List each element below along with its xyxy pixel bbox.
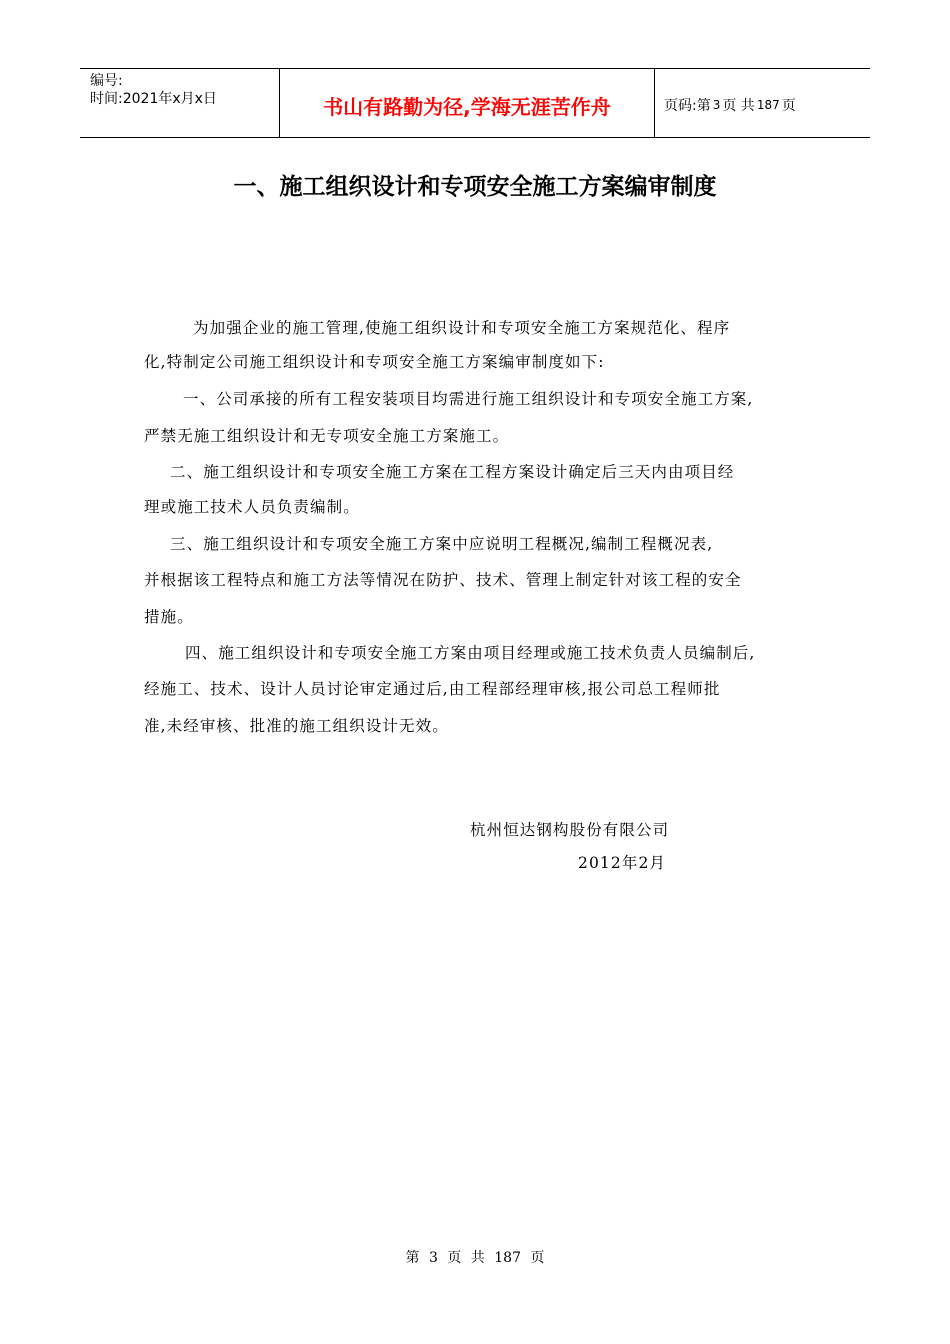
body-line: 准,未经审核、批准的施工组织设计无效。: [144, 717, 449, 735]
document-title: 一、施工组织设计和专项安全施工方案编审制度: [233, 174, 717, 200]
body-line: 为加强企业的施工管理,使施工组织设计和专项安全施工方案规范化、程序: [193, 319, 731, 337]
body-line: 严禁无施工组织设计和无专项安全施工方案施工。: [144, 427, 510, 445]
page-header: [80, 68, 870, 138]
signature-date: 2012年2月: [578, 854, 667, 872]
body-line: 经施工、技术、设计人员讨论审定通过后,由工程部经理审核,报公司总工程师批: [144, 680, 721, 698]
body-line: 措施。: [144, 608, 194, 626]
body-line: 化,特制定公司施工组织设计和专项安全施工方案编审制度如下:: [144, 353, 605, 371]
page-current: 3: [712, 98, 721, 112]
page-mid: 页 共: [722, 98, 755, 114]
body-line: 并根据该工程特点和施工方法等情况在防护、技术、管理上制定针对该工程的安全: [144, 571, 742, 589]
document-time-label: 时间:2021年x月x日: [90, 91, 217, 107]
document-number-label: 编号:: [90, 73, 123, 89]
header-page-info: [655, 69, 870, 137]
body-line: 四、施工组织设计和专项安全施工方案由项目经理或施工技术负责人员编制后,: [185, 644, 756, 662]
body-line: 二、施工组织设计和专项安全施工方案在工程方案设计确定后三天内由项目经: [170, 463, 735, 481]
page-suffix: 页: [781, 98, 796, 114]
body-line: 一、公司承接的所有工程安装项目均需进行施工组织设计和专项安全施工方案,: [183, 390, 754, 408]
body-line: 理或施工技术人员负责编制。: [144, 498, 360, 516]
header-meta-cell: [80, 69, 280, 137]
header-motto: 书山有路勤为径,学海无涯苦作舟: [280, 69, 655, 137]
signature-company: 杭州恒达钢构股份有限公司: [470, 821, 670, 839]
page-footer: 第 3 页 共 187 页: [405, 1250, 545, 1266]
page-prefix: 页码:第: [664, 98, 711, 114]
body-line: 三、施工组织设计和专项安全施工方案中应说明工程概况,编制工程概况表,: [170, 535, 714, 553]
page-total: 187: [756, 98, 780, 112]
